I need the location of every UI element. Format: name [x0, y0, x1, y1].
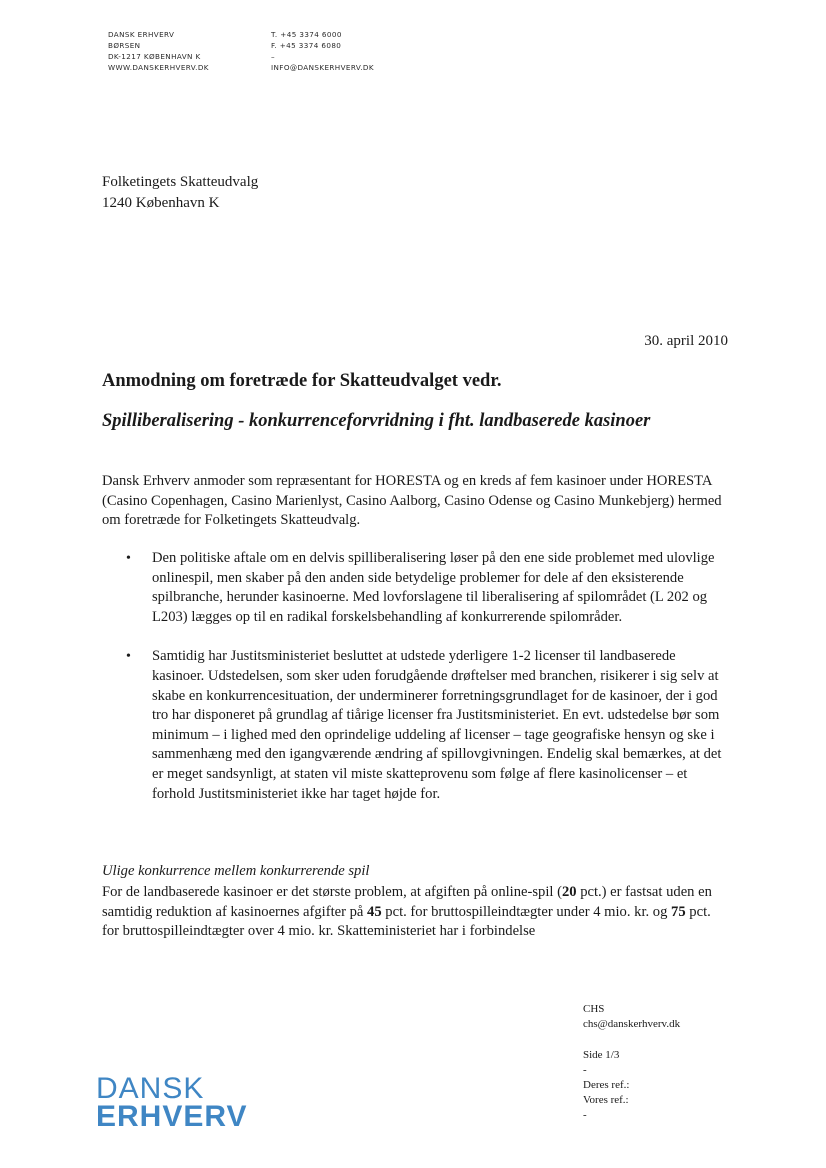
sender-initials: CHS [583, 1003, 605, 1015]
intro-paragraph: Dansk Erhverv anmoder som repræsentant for HORESTA og en kreds af fem kasinoer under HORESTA (Casino Copenhagen, Casino Marienlyst, Casino Aalborg, Casino Odense og Casino Munkebjerg) hermed om foretræde for Folketingets Skatteudvalg. [102, 473, 722, 529]
sender-contact [583, 1002, 680, 1032]
deres-ref: Deres ref.: [583, 1079, 630, 1091]
section-paragraph [102, 883, 730, 942]
logo-line-1: DANSK [96, 1072, 205, 1105]
letterhead-phone: T. +45 3374 6000 [271, 30, 342, 39]
recipient-name: Folketingets Skatteudvalg [102, 174, 259, 190]
list-item [102, 549, 730, 627]
section-text: pct.) er fastsat uden en samtidig reduktion af kasinoernes afgifter på [102, 884, 712, 920]
letter-date: 30. april 2010 [644, 333, 728, 349]
section-heading: Ulige konkurrence mellem konkurrerende spil [102, 863, 370, 879]
letterhead-address [108, 29, 209, 73]
bullet-icon: • [126, 649, 131, 665]
letterhead-website: WWW.DANSKERHVERV.DK [108, 63, 209, 72]
section-bold-value: 45 [367, 903, 382, 920]
ref-dash: - [583, 1064, 587, 1076]
bullet-text: Den politiske aftale om en delvis spilliberalisering løser på den ene side problemet med ulovlige onlinespil, men skaber på den anden side betydelige problemer for dele af den eksisterende spilbranche, herunder kasinoerne. Med lovforslagene til liberalisering af spilområdet (L 202 og L203) lægges op til en radikal forskelsbehandling af konkurrerende spilområder. [152, 550, 715, 625]
sender-email: chs@danskerhverv.dk [583, 1018, 681, 1030]
dansk-erhverv-logo [96, 1074, 248, 1132]
section-bold-value: 20 [561, 884, 577, 900]
letterhead-fax: F. +45 3374 6080 [271, 41, 342, 50]
vores-ref: Vores ref.: [583, 1094, 629, 1106]
recipient-city: 1240 København K [102, 195, 220, 211]
letterhead-city: DK-1217 KØBENHAVN K [108, 52, 201, 61]
bullet-text: Samtidig har Justitsministeriet besluttet at udstede yderligere 1-2 licenser til landbaserede kasinoer. Udstedelsen, som sker uden forudgående drøftelser med branchen, risikerer i sig selv at skabe en konkurrencesituation, der underminerer forretningsgrundlaget for de kasinoer, der i god tro har disponeret på grundlag af tiårige licenser fra Justitsministeriet. En evt. udstedelse bør som minimum – i lighed med den oprindelige uddeling af licenser – tage geografiske hensyn og ske i sammenhæng med den igangværende ændring af spillovgivningen. Endelig skal bemærkes, at det er meget sandsynligt, at staten vil miste skatteprovenu som følge af flere kasinolicenser – et forhold Justitsministeriet ikke har taget højde for. [152, 648, 722, 802]
letterhead-email: INFO@DANSKERHVERV.DK [271, 63, 374, 72]
section-text: pct. for bruttospilleindtægter under 4 mio. kr. og [381, 903, 672, 920]
letterhead-company: DANSK ERHVERV [108, 30, 175, 39]
letterhead-street: BØRSEN [108, 41, 141, 50]
section-bold-value: 75 [671, 903, 686, 920]
page-number: Side 1/3 [583, 1049, 620, 1061]
recipient-address [102, 172, 258, 214]
ref-dash: - [583, 1109, 587, 1121]
section-text: For de landbaserede kasinoer er det største problem, at afgiften på online-spil ( [102, 884, 562, 900]
letter-subtitle: Spilliberalisering - konkurrenceforvridning i fht. landbaserede kasinoer [102, 411, 651, 431]
letter-title: Anmodning om foretræde for Skatteudvalget vedr. [102, 371, 502, 391]
letterhead-contact [271, 29, 374, 73]
bullet-list [102, 549, 730, 824]
bullet-icon: • [126, 551, 131, 566]
reference-block [583, 1048, 629, 1123]
section-text: pct. for bruttospilleindtægter over 4 mio. kr. Skatteministeriet har i forbindelse [102, 903, 711, 940]
list-item [102, 647, 730, 804]
letterhead-dash: – [271, 52, 275, 61]
logo-line-2: ERHVERV [96, 1100, 248, 1133]
